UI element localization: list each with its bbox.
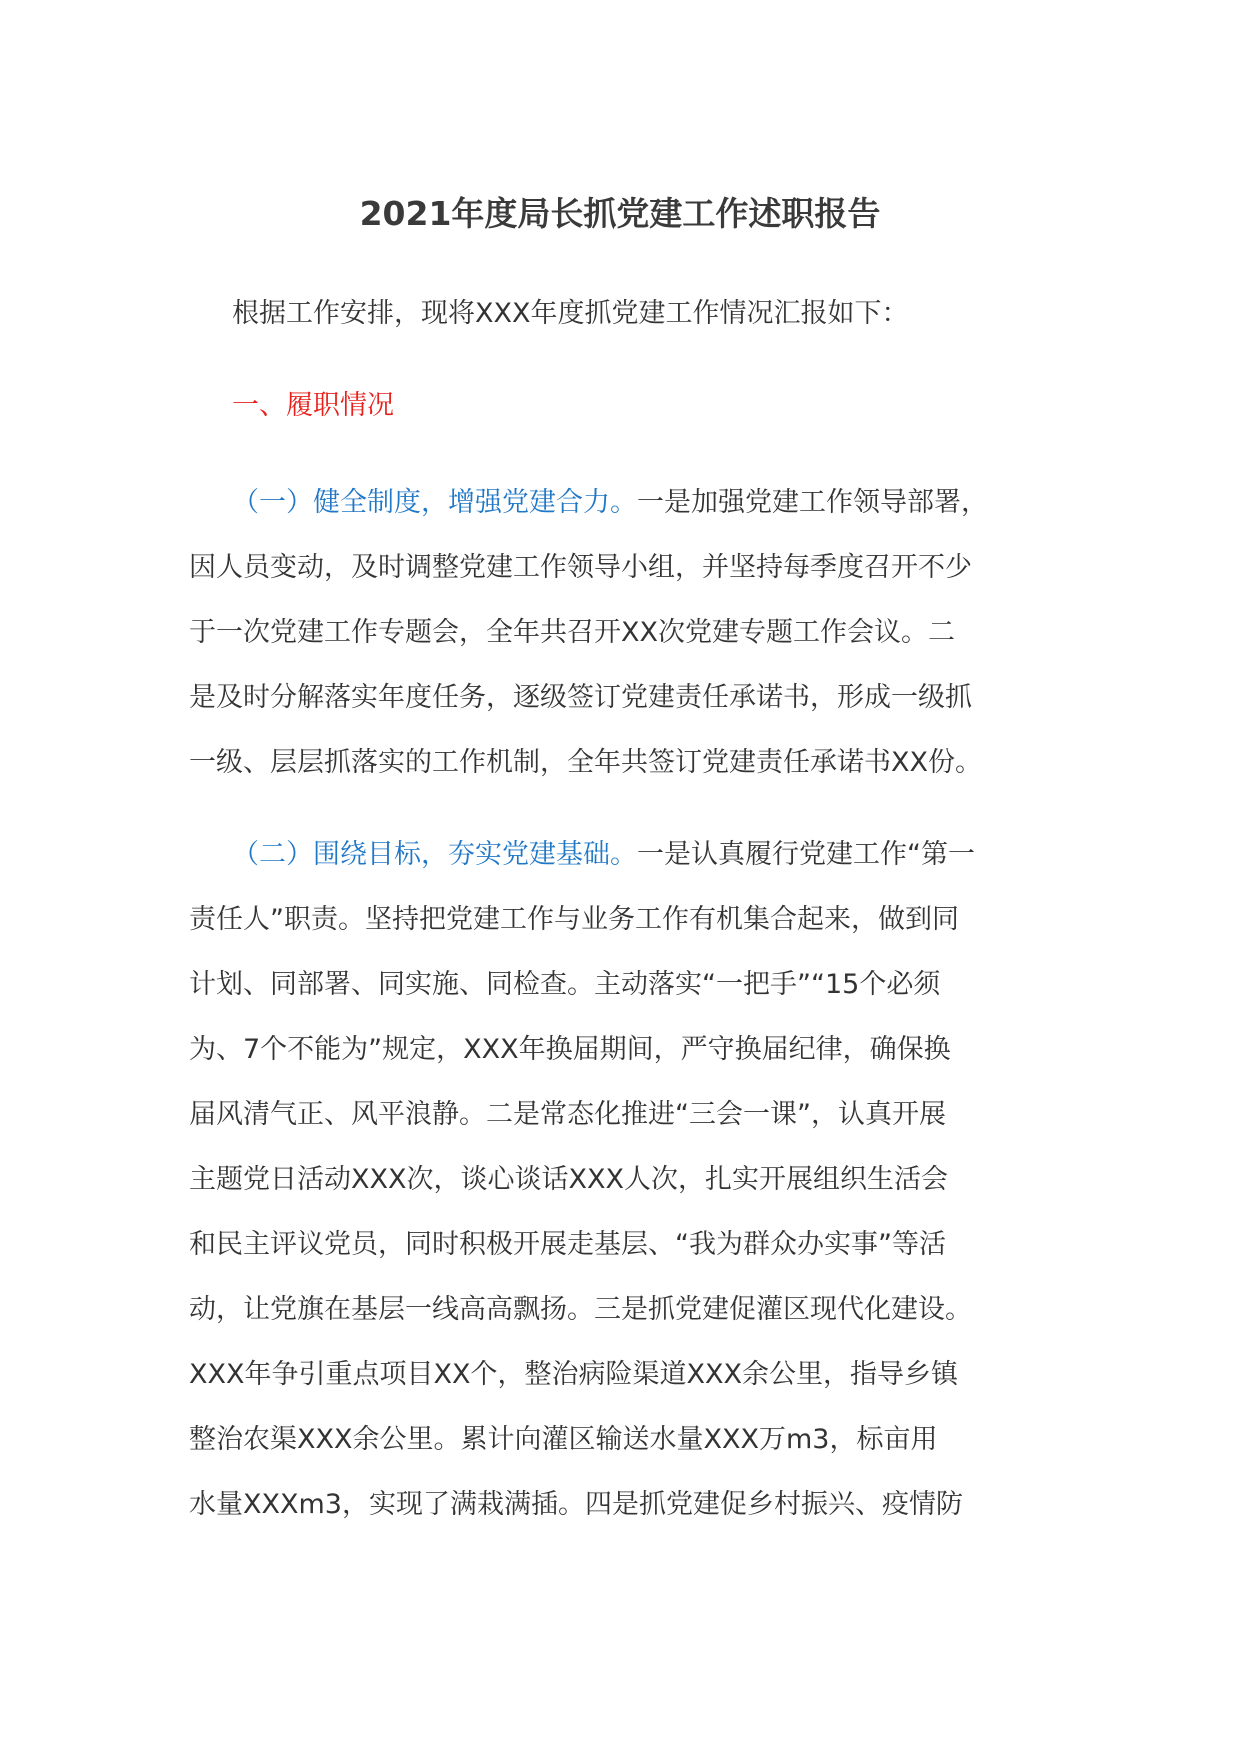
paragraph-line: 责任人”职责。坚持把党建工作与业务工作有机集合起来，做到同	[189, 904, 959, 935]
section-heading-1: 一、履职情况	[232, 390, 394, 421]
intro-text: 根据工作安排，现将XXX年度抓党建工作情况汇报如下：	[232, 298, 909, 329]
paragraph-text: 一是认真履行党建工作“第一	[637, 839, 975, 870]
paragraph-line: 动，让党旗在基层一线高高飘扬。三是抓党建促灌区现代化建设。	[189, 1294, 972, 1325]
paragraph-line: 是及时分解落实年度任务，逐级签订党建责任承诺书，形成一级抓	[189, 682, 972, 713]
paragraph-line: 整治农渠XXX余公里。累计向灌区输送水量XXX万m3，标亩用	[189, 1424, 938, 1455]
paragraph-text: 一是加强党建工作领导部署，	[637, 487, 988, 518]
paragraph-line: XXX年争引重点项目XX个，整治病险渠道XXX余公里，指导乡镇	[189, 1359, 958, 1390]
paragraph-line: 届风清气正、风平浪静。二是常态化推进“三会一课”，认真开展	[189, 1099, 946, 1130]
subheading: （二）围绕目标，夯实党建基础。	[232, 839, 637, 870]
paragraph-line: 为、7个不能为”规定，XXX年换届期间，严守换届纪律，确保换	[189, 1034, 951, 1065]
document-title: 2021年度局长抓党建工作述职报告	[359, 194, 881, 233]
paragraph-line: 一级、层层抓落实的工作机制，全年共签订党建责任承诺书XX份。	[189, 747, 982, 778]
subheading: （一）健全制度，增强党建合力。	[232, 487, 637, 518]
paragraph-line: 和民主评议党员，同时积极开展走基层、“我为群众办实事”等活	[189, 1229, 946, 1260]
paragraph-1	[189, 470, 1069, 795]
paragraph-line: 于一次党建工作专题会，全年共召开XX次党建专题工作会议。二	[189, 617, 955, 648]
paragraph-line: 水量XXXm3，实现了满栽满插。四是抓党建促乡村振兴、疫情防	[189, 1489, 963, 1520]
paragraph-line	[189, 822, 1069, 887]
paragraph-line: 计划、同部署、同实施、同检查。主动落实“一把手”“15个必须	[189, 969, 941, 1000]
paragraph-line: 因人员变动，及时调整党建工作领导小组，并坚持每季度召开不少	[189, 552, 972, 583]
paragraph-line: 主题党日活动XXX次，谈心谈话XXX人次，扎实开展组织生活会	[189, 1164, 948, 1195]
paragraph-line	[189, 470, 1069, 535]
paragraph-2	[189, 822, 1069, 1537]
